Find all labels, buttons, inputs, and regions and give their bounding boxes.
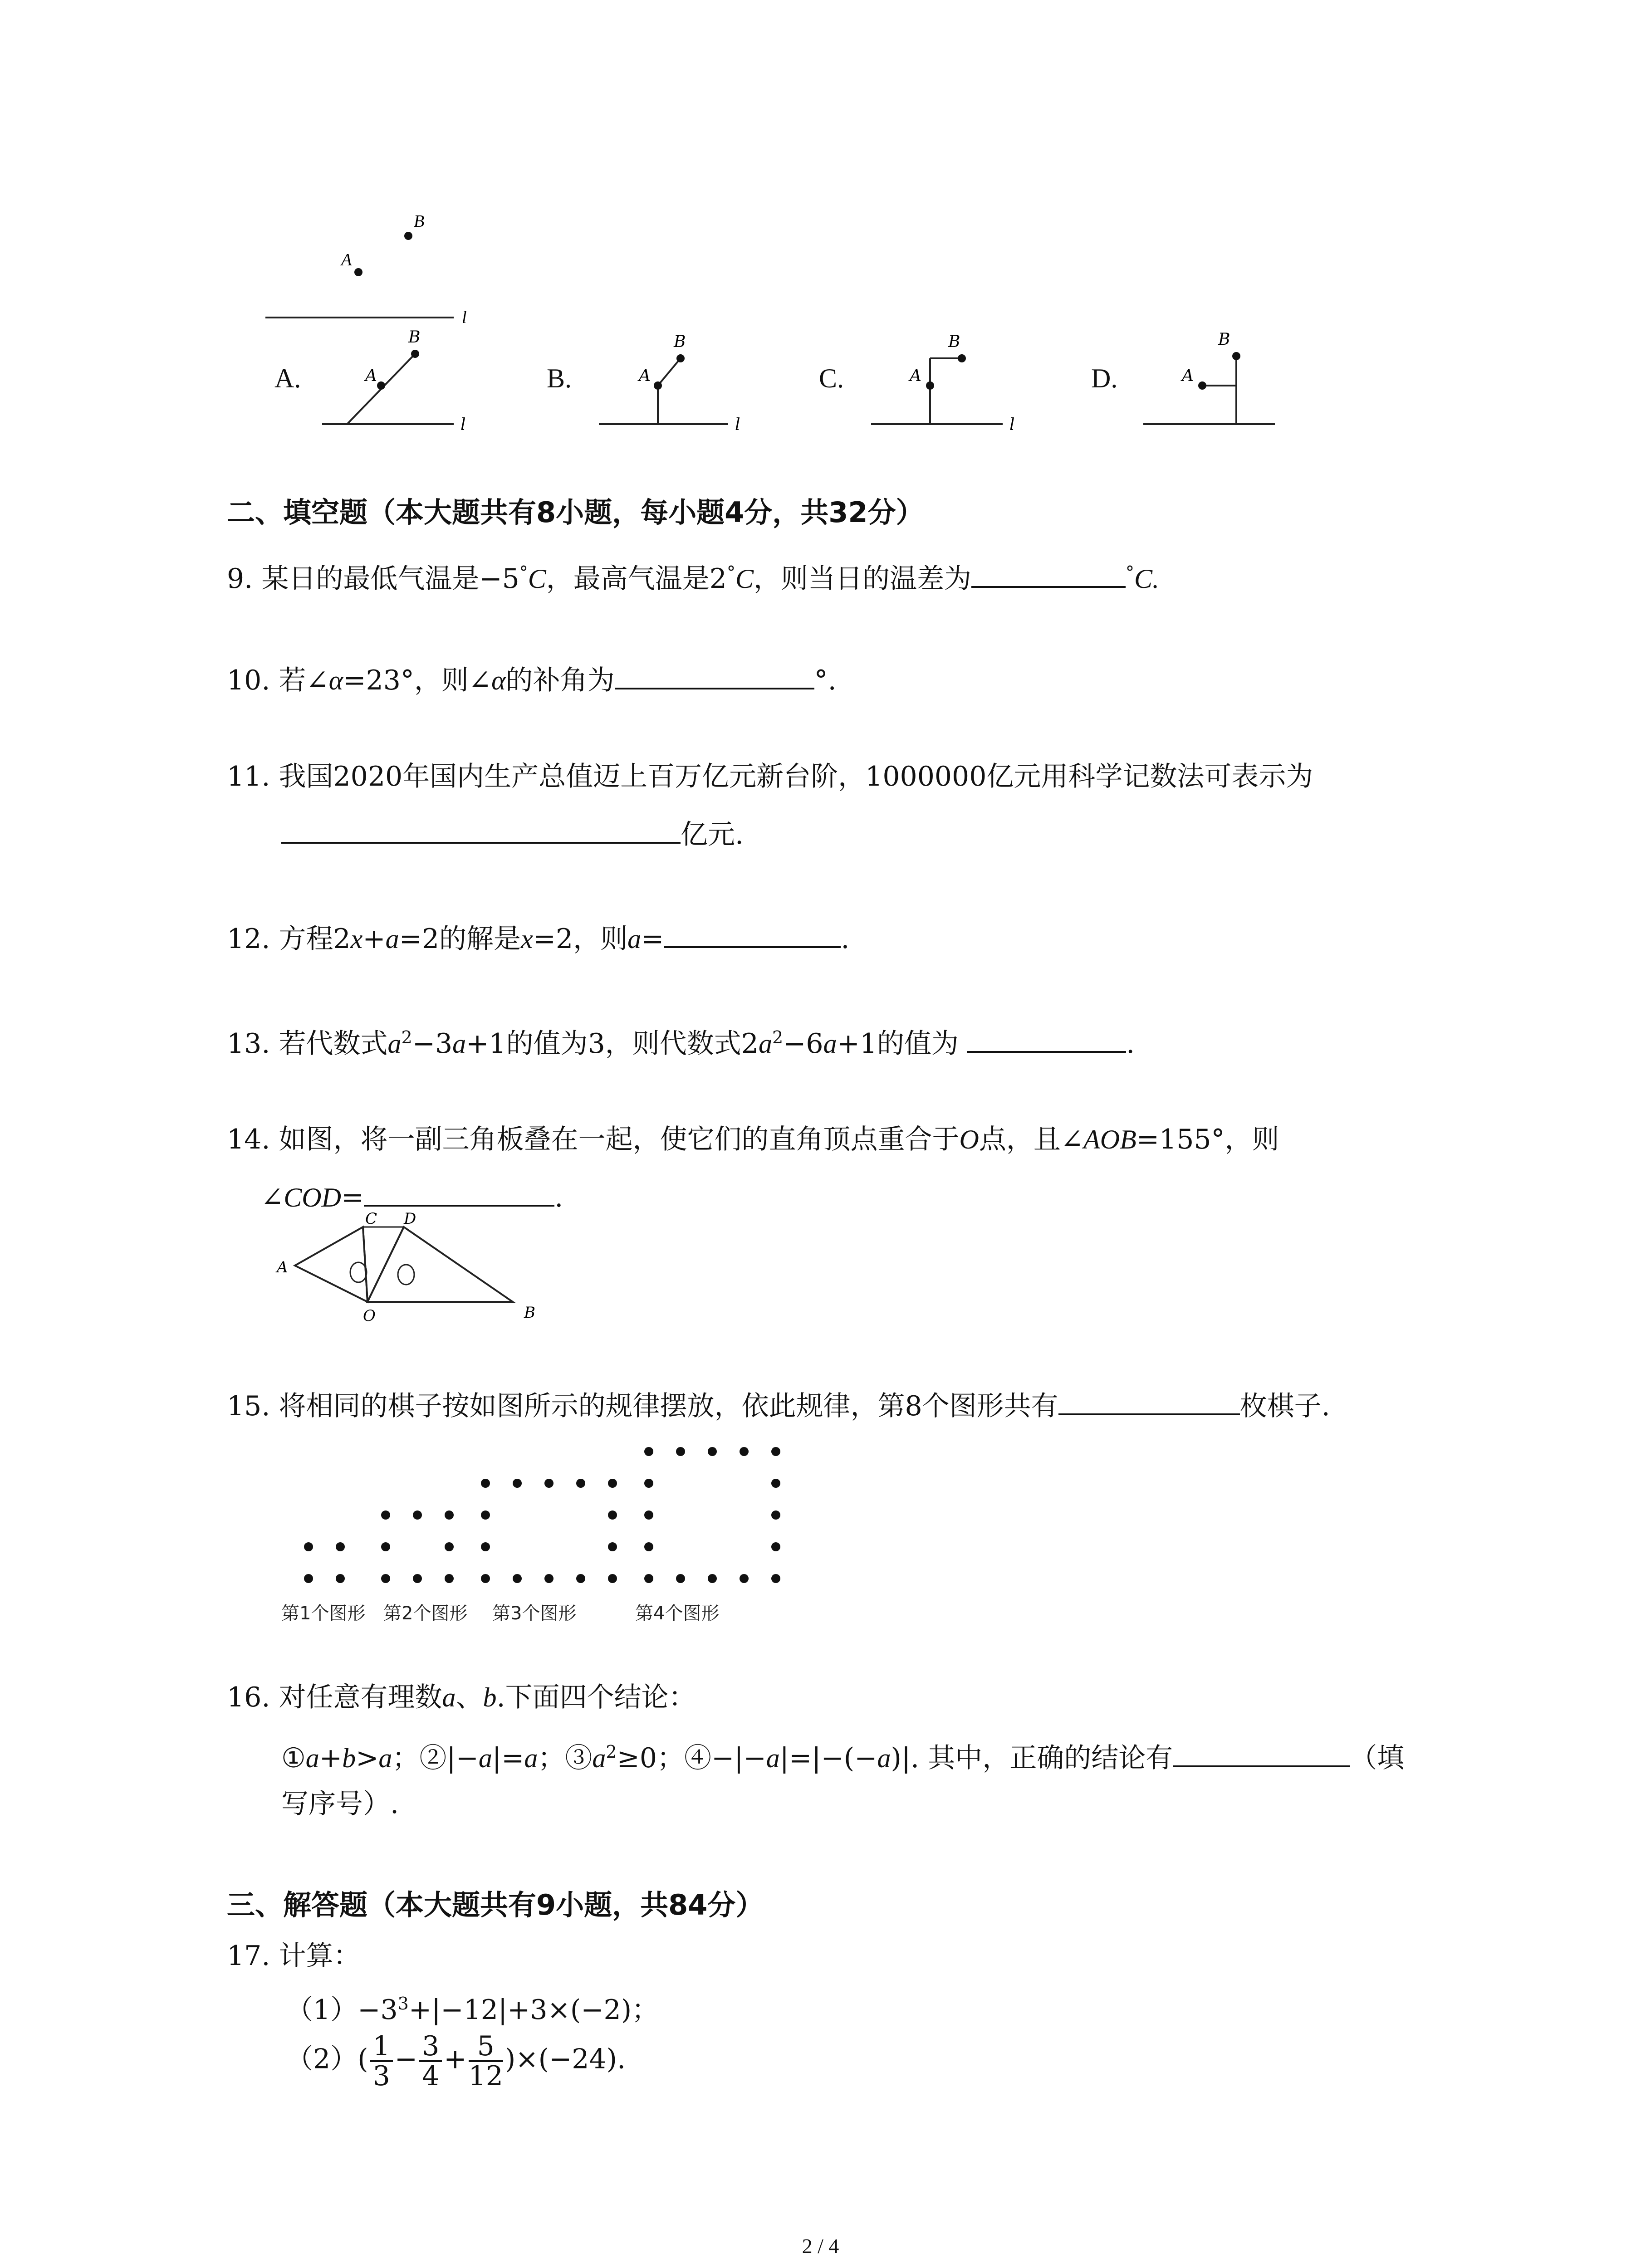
option-a-figure [322,328,466,434]
chess-piece-dot [740,1447,749,1456]
svg-text:A: A [365,367,377,385]
chess-piece-dot [445,1542,454,1551]
option-c-figure [871,332,1015,434]
question-17-part2: （2）( $\frac{1}{3}$ − $\frac{3}{4}$ + $\frac{5}{12}$ )×(−24). [286,2030,626,2092]
chess-piece-dot [708,1574,717,1583]
chess-piece-dot [513,1479,522,1488]
label-b: B [414,212,425,231]
chess-piece-dot [381,1510,390,1520]
question-14-line2: ∠COD= . [261,1175,563,1217]
section-3-title: 三、解答题（本大题共有9小题，共84分） [227,1888,764,1921]
svg-text:B: B [948,332,960,351]
q14-answer-blank[interactable] [364,1175,554,1207]
q12-answer-blank[interactable] [664,916,841,948]
original-figure [265,212,467,327]
chess-piece-dot [676,1447,685,1456]
chess-piece-dot [608,1542,617,1551]
page-number: 2 / 4 [802,2234,839,2258]
chess-piece-dot [445,1510,454,1520]
chess-piece-dot [336,1542,345,1551]
chess-piece-dot [771,1479,780,1488]
label-l: l [462,308,467,327]
question-15-figure [272,1429,794,1637]
caption-1: 第1个图形 [281,1603,366,1624]
question-13: 13. 若代数式$a^2-3a+1$的值为3，则代数式$2a^2-6a+1$的值为 . [227,1018,1135,1063]
svg-text:l: l [1009,415,1015,434]
question-9: 9. 某日的最低气温是−5°C，最高气温是2°C，则当日的温差为 °C. [227,553,1159,598]
q11-answer-blank[interactable] [281,812,681,844]
svg-text:A: A [277,1258,288,1276]
chess-piece-dot [481,1574,490,1583]
chess-piece-dot [771,1510,780,1520]
svg-text:B: B [1218,330,1230,349]
chess-piece-dot [608,1479,617,1488]
chess-piece-dot [304,1542,313,1551]
caption-3: 第3个图形 [492,1603,577,1624]
chess-piece-dot [608,1510,617,1520]
chess-piece-dot [740,1574,749,1583]
chess-piece-dot [544,1574,554,1583]
q16-answer-blank[interactable] [1173,1735,1350,1767]
chess-piece-dot [413,1574,422,1583]
svg-text:l: l [735,415,740,434]
question-17-part1: $(1)-3^3+|-12|+3\times(-2)$； [286,1994,659,2026]
svg-text:l: l [460,415,466,434]
chess-piece-dot [481,1510,490,1520]
svg-text:A: A [639,367,651,385]
chess-piece-dot [576,1479,585,1488]
question-14-line1: 14. 如图，将一副三角板叠在一起，使它们的直角顶点重合于O点，且∠AOB=155°，则 [227,1124,1279,1155]
question-11-line2: 亿元. [281,812,744,854]
section-2-title: 二、填空题（本大题共有8小题，每小题4分，共32分） [227,496,924,529]
question-12: 12. 方程2x+a=2的解是x=2，则a= . [227,916,850,958]
chess-piece-dot [445,1574,454,1583]
label-a: A [341,250,352,269]
chess-piece-dot [771,1574,780,1583]
option-d-label: D. [1091,363,1118,393]
svg-text:B: B [524,1304,535,1322]
point-b [404,232,412,240]
chess-piece-dot [381,1574,390,1583]
question-17-label: 17. 计算： [227,1940,361,1972]
caption-2: 第2个图形 [383,1603,468,1624]
chess-piece-dot [644,1447,653,1456]
chess-piece-dot [644,1542,653,1551]
q10-answer-blank[interactable] [615,658,814,689]
svg-text:A: A [1182,367,1194,385]
question-14-figure [272,1207,554,1334]
q13-answer-blank[interactable] [967,1021,1126,1053]
q15-answer-blank[interactable] [1058,1383,1240,1415]
option-b-label: B. [547,363,572,393]
chess-piece-dot [771,1447,780,1456]
question-8-figure [254,204,1343,449]
point-a [354,268,362,276]
question-10: 10. 若∠α=23°，则∠α的补角为 °. [227,658,837,699]
chess-piece-dot [644,1479,653,1488]
caption-4: 第4个图形 [635,1603,720,1624]
chess-piece-dot [336,1574,345,1583]
chess-piece-dot [481,1542,490,1551]
question-11-line1: 11. 我国2020年国内生产总值迈上百万亿元新台阶，1000000亿元用科学记数法可表示为 [227,761,1313,792]
q9-answer-blank[interactable] [971,556,1126,588]
svg-text:B: B [674,332,686,351]
chess-piece-dot [676,1574,685,1583]
chess-piece-dot [771,1542,780,1551]
option-b-figure [599,332,740,434]
chess-piece-dot [513,1574,522,1583]
chess-piece-dot [413,1510,422,1520]
chess-piece-dot [608,1574,617,1583]
question-16-line2: ①a+b>a；②|−a|=a；$③a^2\ge 0$；④−|−a|=|−(−a)|. 其中，正确的结论有 （填 [281,1733,1404,1777]
chess-piece-dot [644,1574,653,1583]
chess-piece-dot [544,1479,554,1488]
svg-text:D: D [404,1210,416,1228]
chess-piece-dot [304,1574,313,1583]
svg-text:O: O [363,1307,376,1325]
option-a-label: A. [274,363,301,393]
chess-piece-dot [576,1574,585,1583]
option-c-label: C. [819,363,844,393]
svg-text:B: B [408,328,421,347]
chess-piece-dot [381,1542,390,1551]
chess-piece-dot [644,1510,653,1520]
chess-piece-dot [481,1479,490,1488]
question-15: 15. 将相同的棋子按如图所示的规律摆放，依此规律，第8个图形共有 枚棋子. [227,1383,1330,1425]
chess-piece-dot [708,1447,717,1456]
question-16-line1: 16. 对任意有理数a、b.下面四个结论： [227,1681,696,1713]
question-16-line3: 写序号）. [281,1788,399,1820]
svg-text:C: C [365,1210,377,1228]
option-d-figure [1143,330,1275,424]
svg-text:A: A [910,367,921,385]
